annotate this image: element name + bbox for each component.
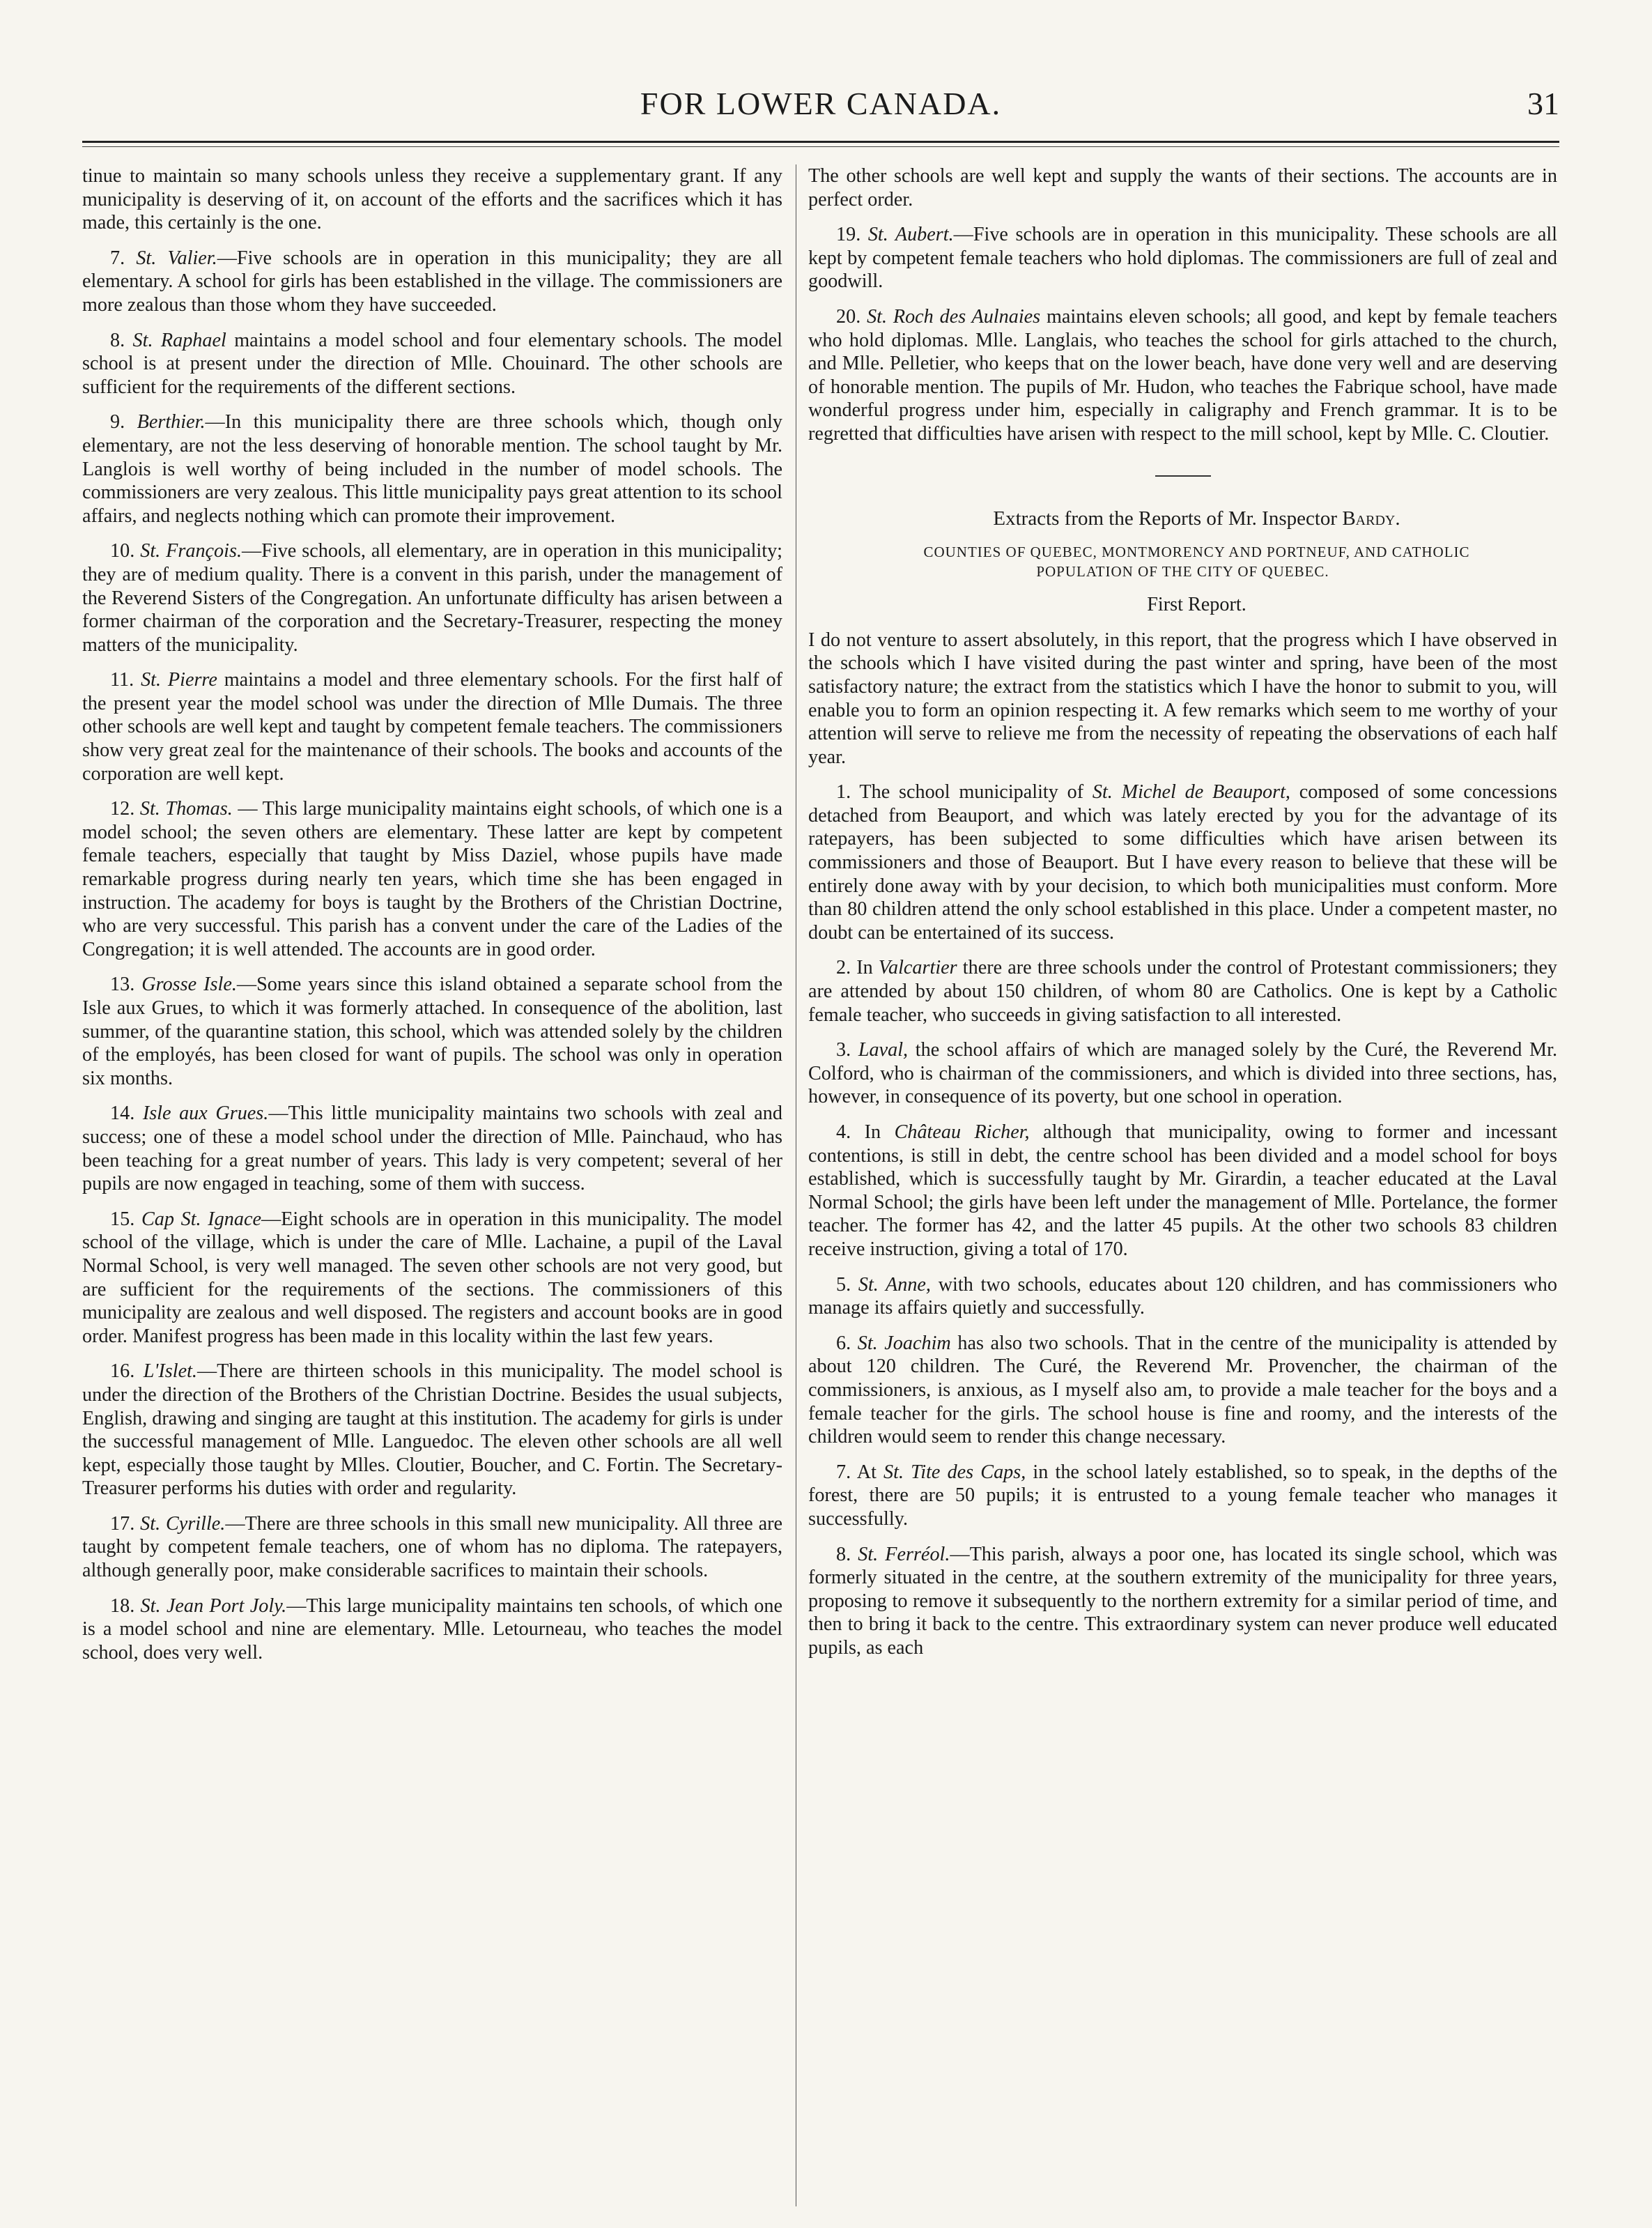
paragraph-text: in the school lately established, so to speak, in the depths of the forest, there are 50 pupils; it is entrusted to a young female teacher who manages it successfully. [808,1461,1557,1530]
paragraph-number: 14. [110,1103,143,1125]
place-name: Grosse Isle. [141,974,237,996]
paragraph-text: —Five schools, all elementary, are in operation in this municipality; they are of medium quality. There is a convent in this parish, under the management of the Reverend Sisters of the Congregation. An unfortunate difficulty has arisen between a former chairman of the corporation and the Secretary-Treasurer, respecting the money matters of the municipality. [82,540,783,656]
paragraph-text: although that municipality, owing to former and incessant contentions, is still in debt, the centre school has been divided and a model school for boys established, which is successfully taught by Mr. Girardin, a teacher educated at the Laval Normal School; the girls have been left under the management of Mlle. Portelance, the former teacher. The former has 42, and the latter 45 pupils. At the other two schools 83 children receive instruction, giving a total of 170. [808,1121,1558,1260]
paragraph [808,1121,1557,1261]
paragraph-prefix: In [856,957,879,979]
paragraph [808,956,1557,1027]
paragraph-text: —This parish, always a poor one, has located its single school, which was formerly situated in the centre, at the southern extremity of the municipality for three years, proposing to remove it subsequently to the northern extremity for a similar period of time, and then to bring it back to the centre. This extraordinary system can never produce well educated pupils, as each [808,1543,1558,1659]
paragraph [82,973,782,1090]
paragraph [808,164,1557,211]
place-name: St. Aubert. [867,224,954,246]
paragraph-number: 9. [110,411,137,433]
paragraph-text: —This large municipality maintains ten schools, of which one is a model school and nine are elementary. Mlle. Letourneau, who teaches the model school, does very well. [82,1595,783,1664]
place-name: St. Joachim [857,1332,951,1354]
paragraph-text: maintains a model school and four elementary schools. The model school is at present under the direction of Mlle. Chouinard. The other schools are sufficient for the requirements of the different sections. [82,329,783,398]
place-name: Laval, [858,1039,909,1061]
paragraph [82,410,782,528]
paragraph [808,1543,1557,1660]
paragraph-text: —There are thirteen schools in this municipality. The model school is under the direction of the Brothers of the Christian Doctrine. Besides the usual subjects, English, drawing and singing are taught at this institution. The academy for girls is under the successful management of Mlle. Languedoc. The eleven other schools are all well kept, especially those taught by Mlles. Cloutier, Boucher, and C. Fortin. The Secretary-Treasurer performs his duties with order and regularity. [82,1360,782,1500]
paragraph-number: 16. [110,1360,144,1383]
paragraph-number: 7. [836,1461,857,1483]
running-header [82,85,1559,134]
paragraph-number: 13. [110,974,142,996]
counties-heading [808,542,1557,581]
place-name: Cap St. Ignace [141,1208,261,1230]
place-name: St. Jean Port Joly. [140,1595,287,1617]
paragraph [808,781,1557,944]
paragraph-number: 3. [836,1039,858,1061]
paragraph-number: 15. [110,1208,141,1230]
right-column-bottom [808,629,1557,1660]
paragraph-number: 10. [110,540,141,562]
paragraph-prefix: In [864,1121,895,1143]
paragraph-number: 5. [836,1273,858,1296]
paragraph-number: 11. [110,669,141,691]
paragraph [82,1208,782,1349]
paragraph-number: 19. [836,224,868,246]
paragraph-text: —Five schools are in operation in this municipality. These schools are all kept by competent female teachers who hold diplomas. The commissioners are full of zeal and goodwill. [808,224,1557,293]
extract-title [808,507,1557,531]
paragraph-text: maintains a model and three elementary schools. For the first half of the present year the model school was under the direction of Mlle Dumais. The three other schools are well kept and taught by competent female teachers. The commissioners show very great zeal for the maintenance of their schools. The books and accounts of the corporation are well kept. [82,669,782,785]
paragraph-text: the school affairs of which are managed solely by the Curé, the Reverend Mr. Colford, who is chairman of the commissioners, and which is divided into three sections, has, however, in consequence of its poverty, but one school in operation. [808,1039,1557,1108]
header-rule-thin [82,146,1559,147]
place-name: St. Anne, [858,1273,931,1296]
paragraph [808,305,1557,446]
page-number: 31 [1527,86,1559,121]
section-separator [1155,475,1211,477]
place-name: St. Roch des Aulnaies [867,305,1041,328]
place-name: St. Cyrille. [140,1512,226,1535]
paragraph-text: tinue to maintain so many schools unless they receive a supplementary grant. If any municipality is deserving of it, on account of the efforts and the sacrifices which it has made, this certainly is the one. [82,165,782,234]
paragraph-text: —Some years since this island obtained a separate school from the Isle aux Grues, to which it was formerly attached. In consequence of the abolition, last summer, of the quarantine station, this school, which was attended solely by the children of the employés, has been closed for want of pupils. The school was only in operation six months. [82,974,782,1089]
paragraph-text: —Eight schools are in operation in this municipality. The model school of the village, which is under the care of Mlle. Lachaine, a pupil of the Laval Normal School, is very well managed. The seven other schools are not very good, but are sufficient for the requirements of the sections. The commissioners of this municipality are zealous and well disposed. The registers and account books are in good order. Manifest progress has been made in this locality within the last few years. [82,1208,783,1347]
paragraph-text: composed of some concessions detached from Beauport, and which was lately erected by you for the advantage of its ratepayers, has been subjected to some difficulties which have arisen between its commissioners and those of Beauport. But I have every reason to believe that these will be entirely done away with by your decision, to which both municipalities must conform. More than 80 children attend the only school established in this place. Under a competent master, no doubt can be entertained of its success. [808,781,1557,944]
paragraph-prefix: The school municipality of [859,781,1093,804]
place-name: St. Valier. [136,247,217,269]
place-name: L'Islet. [143,1360,197,1383]
place-name: St. François. [140,540,242,562]
paragraph-text: —In this municipality there are three schools which, though only elementary, are not the less deserving of honorable mention. The school taught by Mr. Langlois is well worthy of being included in the number of model schools. The commissioners are very zealous. This little municipality pays great attention to its school affairs, and neglects nothing which can promote their improvement. [82,411,782,527]
paragraph-number: 17. [110,1512,141,1535]
paragraph-text: with two schools, educates about 120 children, and has commissioners who manage its affairs quietly and successfully. [808,1273,1557,1319]
paragraph [82,1512,782,1583]
left-column [82,164,782,1676]
paragraph-number: 8. [110,329,133,351]
paragraph [82,797,782,961]
paragraph [808,1273,1557,1320]
place-name: Berthier. [137,411,206,433]
paragraph [82,1595,782,1665]
paragraph-number: 8. [836,1543,858,1565]
paragraph-text: —There are three schools in this small new municipality. All three are taught by competent female teachers, one of whom has no diploma. The ratepayers, although generally poor, make considerable sacrifices to maintain their schools. [82,1512,782,1582]
paragraph-number: 7. [110,247,137,269]
first-report-heading: First Report. [1147,594,1246,616]
paragraph [82,668,782,785]
paragraph-number: 18. [110,1595,141,1617]
place-name: Château Richer, [894,1121,1030,1143]
place-name: St. Pierre [141,669,217,691]
paragraph [82,329,782,399]
paragraph-number: 20. [836,305,867,328]
paragraph-text: —Five schools are in operation in this municipality; they are all elementary. A school for girls has been established in the village. The commissioners are more zealous than those whom they have succeeded. [82,247,783,316]
paragraph [82,164,782,235]
paragraph-text: — This large municipality maintains eight schools, of which one is a model school; the seven others are elementary. These latter are kept by competent female teachers, especially that taught by Miss Daziel, whose pupils have made remarkable progress during nearly ten years, which time she has been engaged in instruction. The academy for boys is taught by the Brothers of the Christian Doctrine, who are very successful. This parish has a convent under the care of the Ladies of the Congregation; it is well attended. The accounts are in good order. [82,798,782,960]
place-name: Valcartier [878,957,957,979]
paragraph-text: —This little municipality maintains two schools with zeal and success; one of these a model school under the direction of Mlle. Painchaud, who has been teaching for a great number of years. This lady is very competent; several of her pupils are now engaged in teaching, some of them with success. [82,1103,782,1195]
header-rule [82,141,1559,143]
running-title: FOR LOWER CANADA. [640,86,1002,121]
paragraph-text: The other schools are well kept and supply the wants of their sections. The accounts are in perfect order. [808,165,1557,210]
paragraph-number: 2. [836,957,857,979]
paragraph [808,1038,1557,1109]
paragraph-text: I do not venture to assert absolutely, in this report, that the progress which I have observed in the schools which I have visited during the past winter and spring, have been of the most satisfactory nature; the extract from the statistics which I have the honor to submit to you, will enable you to form an opinion respecting it. A few remarks which seem to me worthy of your attention will serve to relieve me from the necessity of repeating the observations of each half year. [808,629,1557,768]
paragraph-text: maintains eleven schools; all good, and kept by female teachers who hold diplomas. Mlle. Langlais, who teaches the school for girls attached to the church, and Mlle. Pelletier, who keeps that on the lower beach, have done very well and are deserving of honorable mention. The pupils of Mr. Hudon, who teaches the Fabrique school, have made wonderful progress under him, especially in caligraphy and French grammar. It is to be regretted that difficulties have arisen with respect to the mill school, kept by Mlle. C. Cloutier. [808,305,1557,445]
paragraph [82,539,782,656]
paragraph-prefix: At [856,1461,884,1483]
paragraph [808,629,1557,769]
place-name: St. Tite des Caps, [883,1461,1026,1483]
place-name: St. Raphael [132,329,226,351]
place-name: St. Michel de Beauport, [1092,781,1290,804]
paragraph [82,247,782,317]
paragraph [808,223,1557,293]
right-column-top [808,164,1557,446]
paragraph-number: 6. [836,1332,858,1354]
paragraph [82,1102,782,1195]
paragraph [808,1332,1557,1449]
extract-title-prefix: Extracts from the Reports of Mr. Inspector [993,507,1343,530]
paragraph-number: 4. [836,1121,865,1143]
place-name: Isle aux Grues. [142,1103,269,1125]
paragraph-text: has also two schools. That in the centre of the municipality is attended by about 120 children. The Curé, the Reverend Mr. Provencher, the chairman of the commissioners, is anxious, as I myself also am, to provide a male teacher for the boys and a female teacher for the girls. The school house is fine and roomy, and the interests of the children would seem to render this change necessary. [808,1332,1557,1448]
counties-line-1: COUNTIES OF QUEBEC, MONTMORENCY AND PORTNEUF, AND CATHOLIC [923,544,1470,561]
place-name: St. Thomas. [139,798,233,820]
place-name: St. Ferréol. [858,1543,950,1565]
paragraph [808,1461,1557,1531]
paragraph-number: 12. [110,798,140,820]
right-column [808,164,1557,1671]
paragraph-number: 1. [836,781,860,804]
counties-line-2: POPULATION OF THE CITY OF QUEBEC. [1036,563,1329,581]
inspector-name: Bardy. [1342,507,1400,530]
paragraph [82,1360,782,1500]
paragraph-text: there are three schools under the control of Protestant commissioners; they are attended by about 150 children, of whom 80 are Catholics. One is kept by a Catholic female teacher, who succeeds in giving satisfaction to all interested. [808,957,1557,1026]
